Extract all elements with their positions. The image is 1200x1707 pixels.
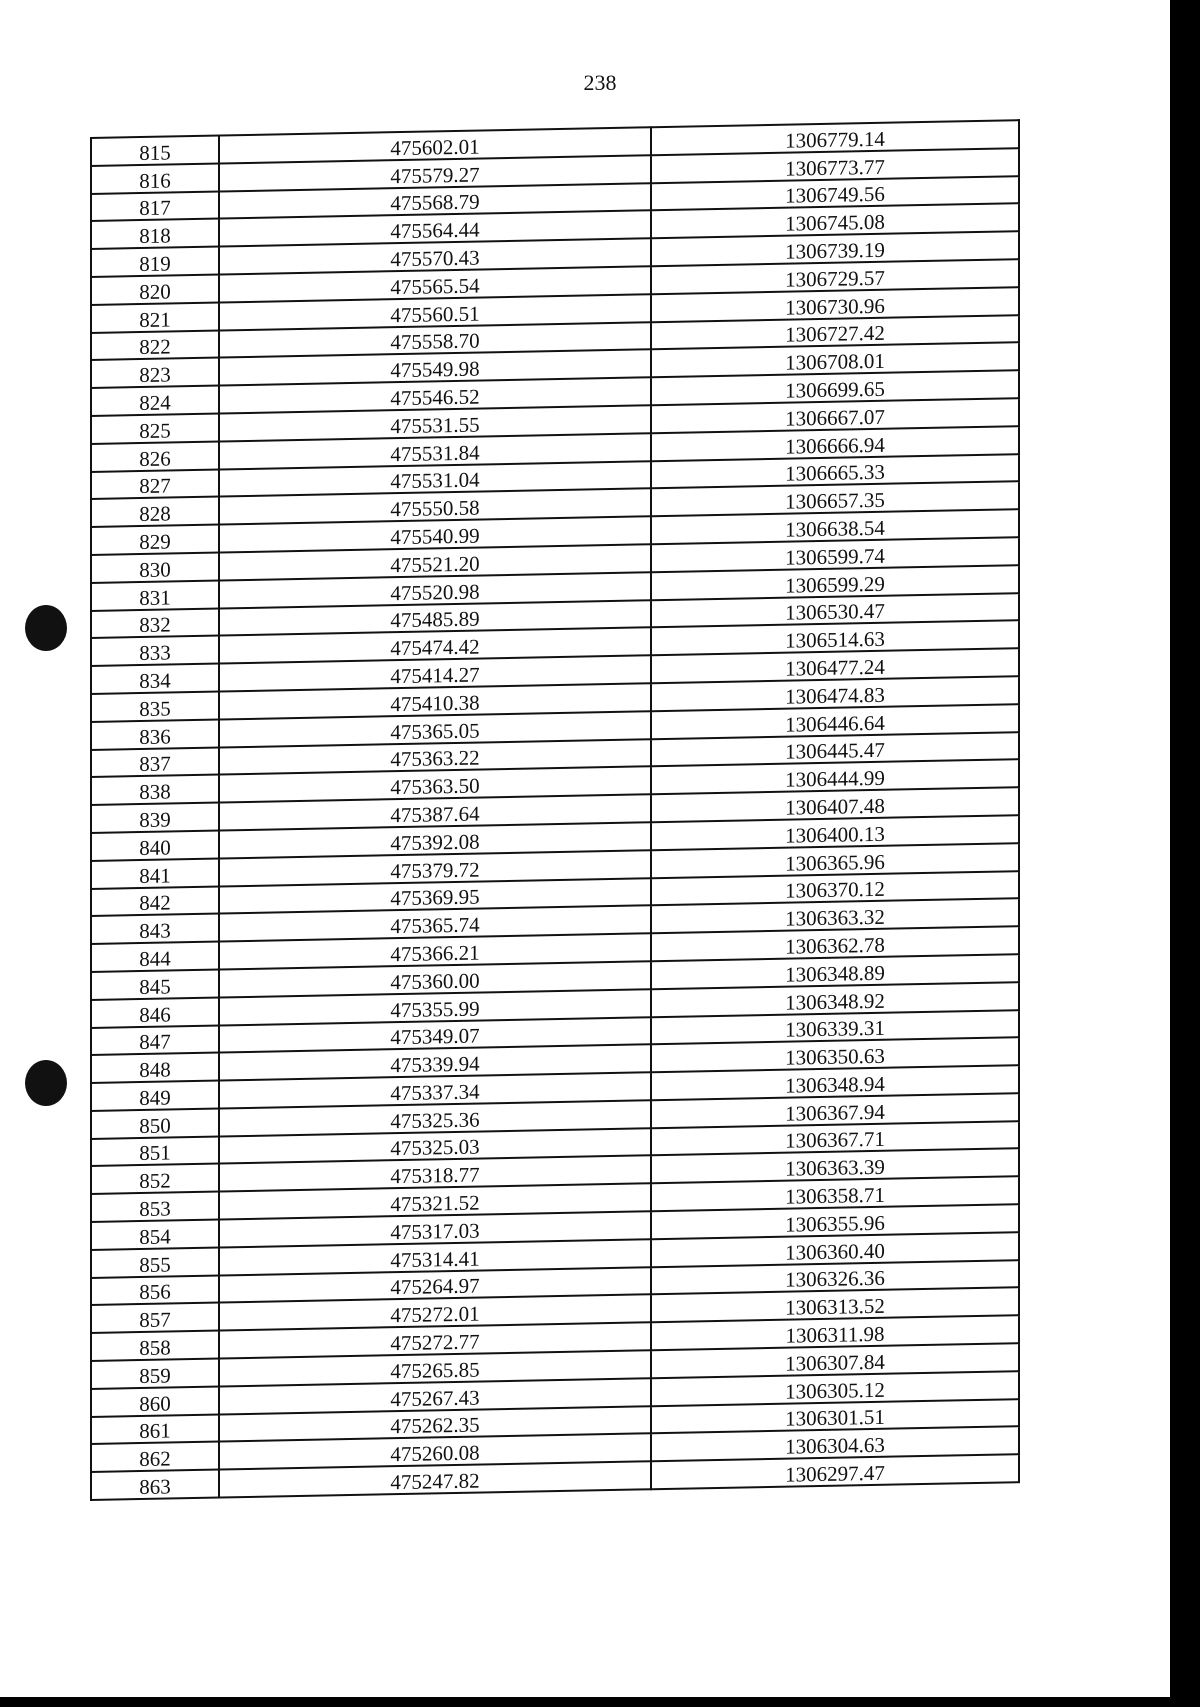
y-coordinate-cell: 1306400.13 — [651, 815, 1019, 850]
x-coordinate-cell: 475355.99 — [219, 989, 651, 1025]
x-coordinate-cell: 475363.50 — [219, 767, 651, 803]
x-coordinate-cell: 475579.27 — [219, 155, 651, 191]
x-coordinate-cell: 475602.01 — [219, 127, 651, 163]
point-number-cell: 830 — [91, 552, 219, 582]
x-coordinate-cell: 475485.89 — [219, 600, 651, 636]
point-number-cell: 850 — [91, 1108, 219, 1138]
point-number-cell: 828 — [91, 497, 219, 527]
y-coordinate-cell: 1306599.74 — [651, 537, 1019, 572]
point-number-cell: 818 — [91, 219, 219, 249]
y-coordinate-cell: 1306530.47 — [651, 593, 1019, 628]
point-number-cell: 840 — [91, 830, 219, 860]
x-coordinate-cell: 475410.38 — [219, 683, 651, 719]
x-coordinate-cell: 475568.79 — [219, 183, 651, 219]
y-coordinate-cell: 1306350.63 — [651, 1037, 1019, 1072]
y-coordinate-cell: 1306367.71 — [651, 1121, 1019, 1156]
punch-hole-mark — [25, 605, 67, 651]
x-coordinate-cell: 475521.20 — [219, 544, 651, 580]
point-number-cell: 856 — [91, 1275, 219, 1305]
x-coordinate-cell: 475546.52 — [219, 377, 651, 413]
x-coordinate-cell: 475262.35 — [219, 1406, 651, 1442]
point-number-cell: 838 — [91, 775, 219, 805]
y-coordinate-cell: 1306667.07 — [651, 398, 1019, 433]
point-number-cell: 859 — [91, 1359, 219, 1389]
x-coordinate-cell: 475363.22 — [219, 739, 651, 775]
y-coordinate-cell: 1306339.31 — [651, 1010, 1019, 1045]
y-coordinate-cell: 1306657.35 — [651, 482, 1019, 517]
x-coordinate-cell: 475318.77 — [219, 1156, 651, 1192]
y-coordinate-cell: 1306348.89 — [651, 954, 1019, 989]
y-coordinate-cell: 1306367.94 — [651, 1093, 1019, 1128]
y-coordinate-cell: 1306355.96 — [651, 1204, 1019, 1239]
y-coordinate-cell: 1306739.19 — [651, 231, 1019, 266]
y-coordinate-cell: 1306311.98 — [651, 1315, 1019, 1350]
y-coordinate-cell: 1306407.48 — [651, 787, 1019, 822]
x-coordinate-cell: 475366.21 — [219, 933, 651, 969]
x-coordinate-cell: 475550.58 — [219, 489, 651, 525]
point-number-cell: 835 — [91, 691, 219, 721]
y-coordinate-cell: 1306727.42 — [651, 315, 1019, 350]
x-coordinate-cell: 475325.03 — [219, 1128, 651, 1164]
x-coordinate-cell: 475531.55 — [219, 405, 651, 441]
x-coordinate-cell: 475531.04 — [219, 461, 651, 497]
x-coordinate-cell: 475414.27 — [219, 655, 651, 691]
x-coordinate-cell: 475392.08 — [219, 822, 651, 858]
point-number-cell: 817 — [91, 191, 219, 221]
point-number-cell: 823 — [91, 358, 219, 388]
y-coordinate-cell: 1306773.77 — [651, 148, 1019, 183]
y-coordinate-cell: 1306297.47 — [651, 1454, 1019, 1489]
point-number-cell: 820 — [91, 275, 219, 305]
x-coordinate-cell: 475321.52 — [219, 1184, 651, 1220]
x-coordinate-cell: 475570.43 — [219, 238, 651, 274]
y-coordinate-cell: 1306444.99 — [651, 759, 1019, 794]
coordinates-table — [90, 119, 1020, 1501]
point-number-cell: 837 — [91, 747, 219, 777]
x-coordinate-cell: 475565.54 — [219, 266, 651, 302]
x-coordinate-cell: 475247.82 — [219, 1461, 651, 1497]
point-number-cell: 842 — [91, 886, 219, 916]
point-number-cell: 857 — [91, 1303, 219, 1333]
x-coordinate-cell: 475337.34 — [219, 1072, 651, 1108]
point-number-cell: 858 — [91, 1331, 219, 1361]
y-coordinate-cell: 1306749.56 — [651, 176, 1019, 211]
y-coordinate-cell: 1306474.83 — [651, 676, 1019, 711]
point-number-cell: 815 — [91, 136, 219, 166]
y-coordinate-cell: 1306362.78 — [651, 926, 1019, 961]
y-coordinate-cell: 1306665.33 — [651, 454, 1019, 489]
y-coordinate-cell: 1306729.57 — [651, 259, 1019, 294]
page-number: 238 — [583, 70, 617, 95]
point-number-cell: 863 — [91, 1470, 219, 1500]
y-coordinate-cell: 1306348.94 — [651, 1065, 1019, 1100]
point-number-cell: 849 — [91, 1081, 219, 1111]
y-coordinate-cell: 1306358.71 — [651, 1176, 1019, 1211]
y-coordinate-cell: 1306446.64 — [651, 704, 1019, 739]
point-number-cell: 853 — [91, 1192, 219, 1222]
x-coordinate-cell: 475560.51 — [219, 294, 651, 330]
point-number-cell: 852 — [91, 1164, 219, 1194]
point-number-cell: 832 — [91, 608, 219, 638]
y-coordinate-cell: 1306666.94 — [651, 426, 1019, 461]
x-coordinate-cell: 475325.36 — [219, 1100, 651, 1136]
x-coordinate-cell: 475540.99 — [219, 516, 651, 552]
y-coordinate-cell: 1306365.96 — [651, 843, 1019, 878]
x-coordinate-cell: 475387.64 — [219, 794, 651, 830]
y-coordinate-cell: 1306307.84 — [651, 1343, 1019, 1378]
y-coordinate-cell: 1306326.36 — [651, 1260, 1019, 1295]
y-coordinate-cell: 1306363.39 — [651, 1149, 1019, 1184]
y-coordinate-cell: 1306779.14 — [651, 120, 1019, 155]
y-coordinate-cell: 1306370.12 — [651, 871, 1019, 906]
point-number-cell: 822 — [91, 330, 219, 360]
point-number-cell: 844 — [91, 942, 219, 972]
point-number-cell: 833 — [91, 636, 219, 666]
point-number-cell: 841 — [91, 858, 219, 888]
y-coordinate-cell: 1306313.52 — [651, 1288, 1019, 1323]
point-number-cell: 819 — [91, 247, 219, 277]
y-coordinate-cell: 1306348.92 — [651, 982, 1019, 1017]
y-coordinate-cell: 1306360.40 — [651, 1232, 1019, 1267]
point-number-cell: 848 — [91, 1053, 219, 1083]
x-coordinate-cell: 475564.44 — [219, 211, 651, 247]
punch-hole-mark — [25, 1060, 67, 1106]
y-coordinate-cell: 1306599.29 — [651, 565, 1019, 600]
point-number-cell: 862 — [91, 1442, 219, 1472]
y-coordinate-cell: 1306363.32 — [651, 898, 1019, 933]
coordinates-table-body — [91, 120, 1019, 1500]
point-number-cell: 836 — [91, 719, 219, 749]
x-coordinate-cell: 475365.74 — [219, 906, 651, 942]
x-coordinate-cell: 475272.77 — [219, 1322, 651, 1358]
point-number-cell: 839 — [91, 803, 219, 833]
y-coordinate-cell: 1306699.65 — [651, 370, 1019, 405]
point-number-cell: 826 — [91, 441, 219, 471]
x-coordinate-cell: 475264.97 — [219, 1267, 651, 1303]
y-coordinate-cell: 1306514.63 — [651, 621, 1019, 656]
x-coordinate-cell: 475531.84 — [219, 433, 651, 469]
y-coordinate-cell: 1306745.08 — [651, 204, 1019, 239]
x-coordinate-cell: 475265.85 — [219, 1350, 651, 1386]
point-number-cell: 825 — [91, 413, 219, 443]
x-coordinate-cell: 475474.42 — [219, 628, 651, 664]
y-coordinate-cell: 1306708.01 — [651, 343, 1019, 378]
x-coordinate-cell: 475267.43 — [219, 1378, 651, 1414]
x-coordinate-cell: 475339.94 — [219, 1045, 651, 1081]
x-coordinate-cell: 475369.95 — [219, 878, 651, 914]
x-coordinate-cell: 475349.07 — [219, 1017, 651, 1053]
point-number-cell: 824 — [91, 386, 219, 416]
y-coordinate-cell: 1306477.24 — [651, 648, 1019, 683]
point-number-cell: 855 — [91, 1247, 219, 1277]
x-coordinate-cell: 475317.03 — [219, 1211, 651, 1247]
point-number-cell: 854 — [91, 1220, 219, 1250]
y-coordinate-cell: 1306304.63 — [651, 1427, 1019, 1462]
y-coordinate-cell: 1306301.51 — [651, 1399, 1019, 1434]
point-number-cell: 827 — [91, 469, 219, 499]
point-number-cell: 829 — [91, 525, 219, 555]
x-coordinate-cell: 475379.72 — [219, 850, 651, 886]
x-coordinate-cell: 475558.70 — [219, 322, 651, 358]
y-coordinate-cell: 1306638.54 — [651, 509, 1019, 544]
point-number-cell: 851 — [91, 1136, 219, 1166]
point-number-cell: 843 — [91, 914, 219, 944]
point-number-cell: 831 — [91, 580, 219, 610]
x-coordinate-cell: 475314.41 — [219, 1239, 651, 1275]
y-coordinate-cell: 1306305.12 — [651, 1371, 1019, 1406]
x-coordinate-cell: 475360.00 — [219, 961, 651, 997]
point-number-cell: 846 — [91, 997, 219, 1027]
x-coordinate-cell: 475272.01 — [219, 1295, 651, 1331]
point-number-cell: 860 — [91, 1386, 219, 1416]
y-coordinate-cell: 1306445.47 — [651, 732, 1019, 767]
point-number-cell: 845 — [91, 969, 219, 999]
x-coordinate-cell: 475365.05 — [219, 711, 651, 747]
point-number-cell: 834 — [91, 664, 219, 694]
x-coordinate-cell: 475549.98 — [219, 350, 651, 386]
point-number-cell: 847 — [91, 1025, 219, 1055]
point-number-cell: 816 — [91, 163, 219, 193]
point-number-cell: 861 — [91, 1414, 219, 1444]
point-number-cell: 821 — [91, 302, 219, 332]
x-coordinate-cell: 475520.98 — [219, 572, 651, 608]
y-coordinate-cell: 1306730.96 — [651, 287, 1019, 322]
x-coordinate-cell: 475260.08 — [219, 1434, 651, 1470]
